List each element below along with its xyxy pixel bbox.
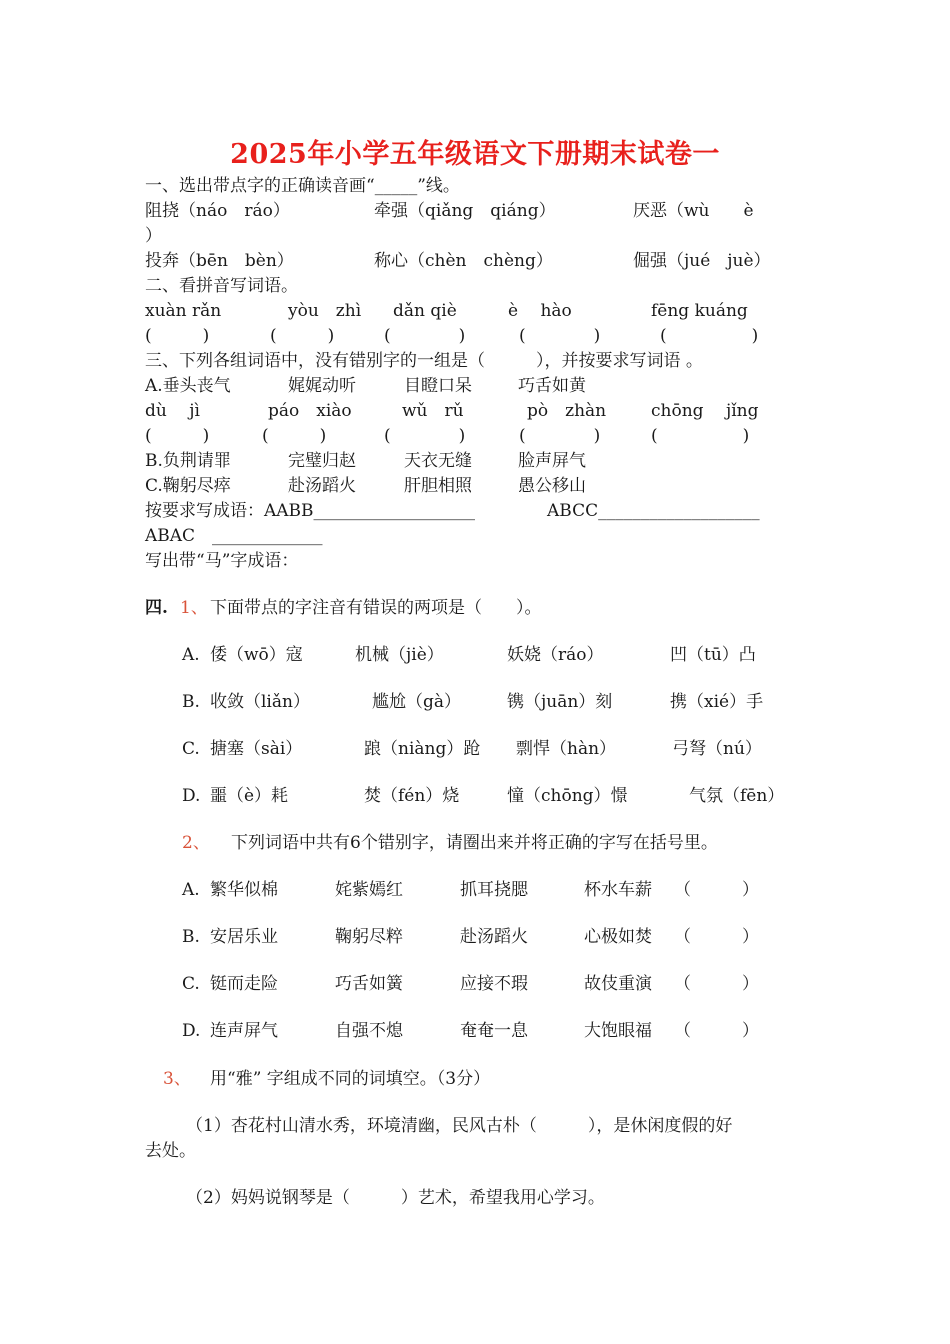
- q4-group-blank: （ ）: [674, 927, 759, 947]
- q4-option-item: 弓弩（nú）: [672, 739, 762, 759]
- q3-form-aabb: 按要求写成语：AABB___________________: [145, 501, 476, 521]
- page-title: 2025年小学五年级语文下册期末试卷一: [230, 139, 720, 170]
- q3-option-c-label: C.鞠躬尽瘁: [145, 476, 231, 496]
- q4-group-word: 安居乐业: [210, 927, 278, 947]
- q4-group-word: 巧舌如簧: [335, 974, 403, 994]
- q4-sentence-1: （1）杏花村山清水秀，环境清幽，民风古朴（ ），是休闲度假的好: [186, 1116, 733, 1136]
- q3-blank-2: ( ): [262, 426, 327, 446]
- q1-row1-close: ）: [145, 226, 162, 246]
- q4-number-2: 2、: [182, 833, 210, 853]
- q4-group-label: A.: [182, 880, 200, 900]
- q4-question-1: 下面带点的字注音有错误的两项是（ ）。: [210, 598, 542, 618]
- q4-option-item: 尴尬（gà）: [372, 692, 462, 712]
- q4-sentence-2: （2）妈妈说钢琴是（ ）艺术，希望我用心学习。: [186, 1188, 605, 1208]
- q4-number-3: 3、: [163, 1069, 191, 1089]
- q4-number-1: 1、: [180, 598, 208, 618]
- q4-group-word: 故伎重演: [584, 974, 652, 994]
- q2-blank-4: ( ): [519, 326, 601, 346]
- q1-row1-item-3: 厌恶（wù è: [633, 201, 754, 221]
- q3-form-abac: ABAC _____________: [145, 526, 323, 546]
- q3-option-b-word-2: 天衣无缝: [404, 451, 472, 471]
- q3-pinyin-2: páo xiào: [268, 401, 352, 421]
- q3-option-a-word-3: 巧舌如黄: [518, 376, 586, 396]
- q2-pinyin-1: xuàn rǎn: [145, 301, 222, 321]
- q4-group-blank: （ ）: [674, 880, 759, 900]
- q4-sentence-1-cont: 去处。: [145, 1141, 196, 1161]
- q4-group-blank: （ ）: [674, 1021, 759, 1041]
- q4-group-word: 赴汤蹈火: [460, 927, 528, 947]
- q2-blank-1: ( ): [145, 326, 210, 346]
- q4-option-item: 镌（juān）刻: [507, 692, 613, 712]
- q3-option-a-label: A.垂头丧气: [145, 376, 231, 396]
- q3-form-abcc: ABCC___________________: [547, 501, 760, 521]
- q3-horse-idioms: 写出带“马”字成语：: [145, 551, 299, 571]
- q3-option-b-word-3: 脸声屏气: [518, 451, 586, 471]
- q3-pinyin-5: chōng jǐng: [651, 401, 759, 421]
- q4-option-item: 憧（chōng）憬: [507, 786, 628, 806]
- q3-option-a-word-2: 目瞪口呆: [404, 376, 472, 396]
- section-3-heading: 三、下列各组词语中，没有错别字的一组是（ ），并按要求写词语 。: [145, 351, 703, 371]
- q4-option-label: B.: [182, 692, 200, 712]
- q4-option-item: 收敛（liǎn）: [210, 692, 310, 712]
- q4-group-word: 鞠躬尽粹: [335, 927, 403, 947]
- q3-option-c-word-3: 愚公移山: [518, 476, 586, 496]
- q4-group-blank: （ ）: [674, 974, 759, 994]
- q3-pinyin-4: pò zhàn: [527, 401, 607, 421]
- q3-option-a-word-1: 娓娓动听: [288, 376, 356, 396]
- q4-option-label: D.: [182, 786, 201, 806]
- q4-option-item: 焚（fén）烧: [364, 786, 460, 806]
- q4-option-item: 机械（jiè）: [355, 645, 444, 665]
- q3-option-c-word-1: 赴汤蹈火: [288, 476, 356, 496]
- q2-blank-2: ( ): [270, 326, 335, 346]
- section-4-label: 四.: [145, 598, 168, 618]
- q4-option-item: 倭（wō）寇: [210, 645, 303, 665]
- q4-group-word: 杯水车薪: [584, 880, 652, 900]
- q3-option-b-word-1: 完璧归赵: [288, 451, 356, 471]
- q1-row2-item-3: 倔强（jué juè）: [633, 251, 771, 271]
- q1-row2-item-1: 投奔（bēn bèn）: [145, 251, 294, 271]
- q1-row1-item-2: 牵强（qiǎng qiáng）: [374, 201, 556, 221]
- q1-row1-item-1: 阻挠（náo ráo）: [145, 201, 290, 221]
- q3-blank-3: ( ): [384, 426, 466, 446]
- q2-pinyin-2: yòu zhì: [288, 301, 362, 321]
- q4-option-label: A.: [182, 645, 200, 665]
- q4-group-word: 连声屏气: [210, 1021, 278, 1041]
- section-1-heading: 一、选出带点字的正确读音画“_____”线。: [145, 176, 460, 196]
- q4-group-word: 奄奄一息: [460, 1021, 528, 1041]
- q4-option-label: C.: [182, 739, 200, 759]
- q4-group-word: 心极如焚: [584, 927, 652, 947]
- q4-group-word: 自强不熄: [335, 1021, 403, 1041]
- q4-group-word: 繁华似棉: [210, 880, 278, 900]
- q4-group-label: B.: [182, 927, 200, 947]
- q3-option-b-label: B.负荆请罪: [145, 451, 231, 471]
- q3-pinyin-3: wǔ rǔ: [402, 401, 464, 421]
- q3-blank-5: ( ): [651, 426, 750, 446]
- q2-pinyin-5: fēng kuáng: [651, 301, 748, 321]
- q4-option-item: 噩（è）耗: [210, 786, 289, 806]
- q3-blank-4: ( ): [519, 426, 601, 446]
- q3-option-c-word-2: 肝胆相照: [404, 476, 472, 496]
- q4-group-word: 应接不瑕: [460, 974, 528, 994]
- q2-pinyin-3: dǎn qiè: [393, 301, 457, 321]
- q2-pinyin-4: è hào: [508, 301, 572, 321]
- section-2-heading: 二、看拼音写词语。: [145, 276, 298, 296]
- q4-option-item: 妖娆（ráo）: [507, 645, 604, 665]
- q4-group-word: 抓耳挠腮: [460, 880, 528, 900]
- q3-pinyin-1: dù jì: [145, 401, 200, 421]
- q4-option-item: 剽悍（hàn）: [516, 739, 617, 759]
- q2-blank-3: ( ): [384, 326, 466, 346]
- q4-group-word: 大饱眼福: [584, 1021, 652, 1041]
- q1-row2-item-2: 称心（chèn chèng）: [374, 251, 553, 271]
- q4-group-label: C.: [182, 974, 200, 994]
- q4-option-item: 携（xié）手: [670, 692, 764, 712]
- q4-option-item: 搪塞（sài）: [210, 739, 303, 759]
- q4-group-label: D.: [182, 1021, 201, 1041]
- q4-question-3: 用“雅” 字组成不同的词填空。（3分）: [210, 1069, 491, 1089]
- q3-blank-1: ( ): [145, 426, 210, 446]
- q4-group-word: 姹紫嫣红: [335, 880, 403, 900]
- q4-option-item: 气氛（fēn）: [689, 786, 785, 806]
- q4-question-2: 下列词语中共有6个错别字，请圈出来并将正确的字写在括号里。: [231, 833, 718, 853]
- q2-blank-5: ( ): [660, 326, 759, 346]
- q4-group-word: 铤而走险: [210, 974, 278, 994]
- q4-option-item: 凹（tū）凸: [670, 645, 756, 665]
- q4-option-item: 踉（niàng）跄: [364, 739, 481, 759]
